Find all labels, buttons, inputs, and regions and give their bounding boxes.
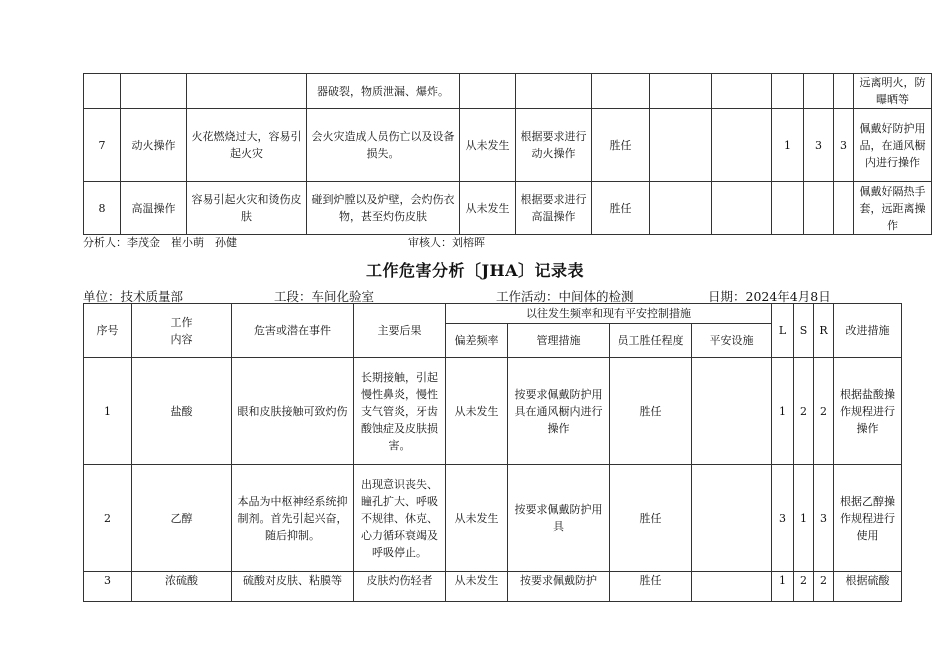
header-L: L [772,304,794,358]
cell-freq: 从未发生 [446,358,508,465]
activity-label: 工作活动：中间体的检测 [496,289,634,304]
cell-S [804,182,834,235]
cell-consequence: 长期接触，引起慢性鼻炎，慢性支气管炎，牙齿酸蚀症及皮肤损害。 [354,358,446,465]
cell-blank [712,74,772,109]
table-row [84,465,902,572]
cell-S: 2 [794,572,814,602]
cell-content: 浓硫酸 [132,572,232,602]
cell-improve: 根据硫酸 [834,572,902,602]
cell-S: 2 [794,358,814,465]
cell-hazard: 容易引起火灾和烫伤皮肤 [187,182,307,235]
cell-no [84,74,121,109]
cell-improve: 根据乙醇操作规程进行使用 [834,465,902,572]
cell-no: 7 [84,109,121,182]
date-label: 日期：2024年4月8日 [708,289,831,304]
header-R: R [814,304,834,358]
header-freq: 偏差频率 [446,324,508,358]
cell-freq: 从未发生 [446,572,508,602]
header-mgmt: 管理措施 [508,324,610,358]
cell-hazard [187,74,307,109]
cell-improve: 根据盐酸操作规程进行操作 [834,358,902,465]
cell-mgmt [516,74,592,109]
header-consequence: 主要后果 [354,304,446,358]
cell-mgmt: 根据要求进行高温操作 [516,182,592,235]
table-row [84,74,932,109]
cell-R: 3 [814,465,834,572]
cell-consequence: 碰到炉膛以及炉壁，会灼伤衣物，甚至灼伤皮肤 [307,182,460,235]
cell-freq: 从未发生 [460,182,516,235]
cell-facility [692,358,772,465]
cell-facility [692,572,772,602]
form-meta [83,287,901,303]
cell-freq: 从未发生 [460,109,516,182]
cell-skill: 胜任 [610,358,692,465]
cell-R [834,74,854,109]
cell-skill: 胜任 [592,109,650,182]
cell-L: 1 [772,358,794,465]
cell-improve: 远离明火，防曝晒等 [854,74,932,109]
signoff-line [83,234,881,250]
cell-content: 高温操作 [121,182,187,235]
header-facility: 平安设施 [692,324,772,358]
table-row [84,182,932,235]
cell-mgmt: 根据要求进行动火操作 [516,109,592,182]
cell-facility [650,109,712,182]
header-skill: 员工胜任程度 [610,324,692,358]
unit-label: 单位：技术质量部 [83,289,184,304]
cell-content: 乙醇 [132,465,232,572]
cell-S: 1 [794,465,814,572]
cell-mgmt: 按要求佩戴防护 [508,572,610,602]
header-improve: 改进措施 [834,304,902,358]
header-hazard: 危害或潜在事件 [232,304,354,358]
header-no: 序号 [84,304,132,358]
header-content: 工作 内容 [132,304,232,358]
cell-consequence: 出现意识丧失、瞳孔扩大、呼吸不规律、休克、心力循环衰竭及呼吸停止。 [354,465,446,572]
cell-no: 8 [84,182,121,235]
cell-no: 3 [84,572,132,602]
cell-facility [650,74,712,109]
cell-consequence: 皮肤灼伤轻者 [354,572,446,602]
header-S: S [794,304,814,358]
cell-hazard: 硫酸对皮肤、粘膜等 [232,572,354,602]
cell-R: 2 [814,572,834,602]
previous-page-table [83,73,932,235]
cell-mgmt: 按要求佩戴防护用具在通风橱内进行操作 [508,358,610,465]
cell-skill: 胜任 [592,182,650,235]
cell-L: 3 [772,465,794,572]
cell-no: 2 [84,465,132,572]
cell-S [804,74,834,109]
cell-consequence: 会火灾造成人员伤亡以及设备损失。 [307,109,460,182]
cell-R: 2 [814,358,834,465]
cell-hazard: 火花燃烧过大，容易引起火灾 [187,109,307,182]
header-control-group: 以往发生频率和现有平安控制措施 [446,304,772,324]
cell-L: 1 [772,572,794,602]
cell-freq [460,74,516,109]
cell-mgmt: 按要求佩戴防护用具 [508,465,610,572]
cell-L [772,182,804,235]
cell-hazard: 眼和皮肤接触可致灼伤 [232,358,354,465]
cell-content [121,74,187,109]
cell-R [834,182,854,235]
cell-L: 1 [772,109,804,182]
cell-facility [692,465,772,572]
section-label: 工段：车间化验室 [274,289,375,304]
cell-hazard: 本品为中枢神经系统抑制剂。首先引起兴奋，随后抑制。 [232,465,354,572]
cell-L [772,74,804,109]
cell-skill [592,74,650,109]
table-row [84,109,932,182]
cell-S: 3 [804,109,834,182]
reviewer: 审核人：刘榕晖 [408,236,485,249]
table-row [84,572,902,602]
page-title: 工作危害分析〔JHA〕记录表 [365,261,585,280]
cell-skill: 胜任 [610,465,692,572]
cell-content: 动火操作 [121,109,187,182]
jha-table [83,303,902,602]
cell-skill: 胜任 [610,572,692,602]
table-row [84,358,902,465]
cell-improve: 佩戴好防护用品，在通风橱内进行操作 [854,109,932,182]
cell-facility [650,182,712,235]
cell-blank [712,109,772,182]
cell-content: 盐酸 [132,358,232,465]
cell-R: 3 [834,109,854,182]
analysts: 分析人：李茂金 崔小萌 孙健 [83,236,237,249]
cell-no: 1 [84,358,132,465]
cell-improve: 佩戴好隔热手套，远距离操作 [854,182,932,235]
cell-freq: 从未发生 [446,465,508,572]
cell-blank [712,182,772,235]
cell-consequence: 器破裂，物质泄漏、爆炸。 [307,74,460,109]
